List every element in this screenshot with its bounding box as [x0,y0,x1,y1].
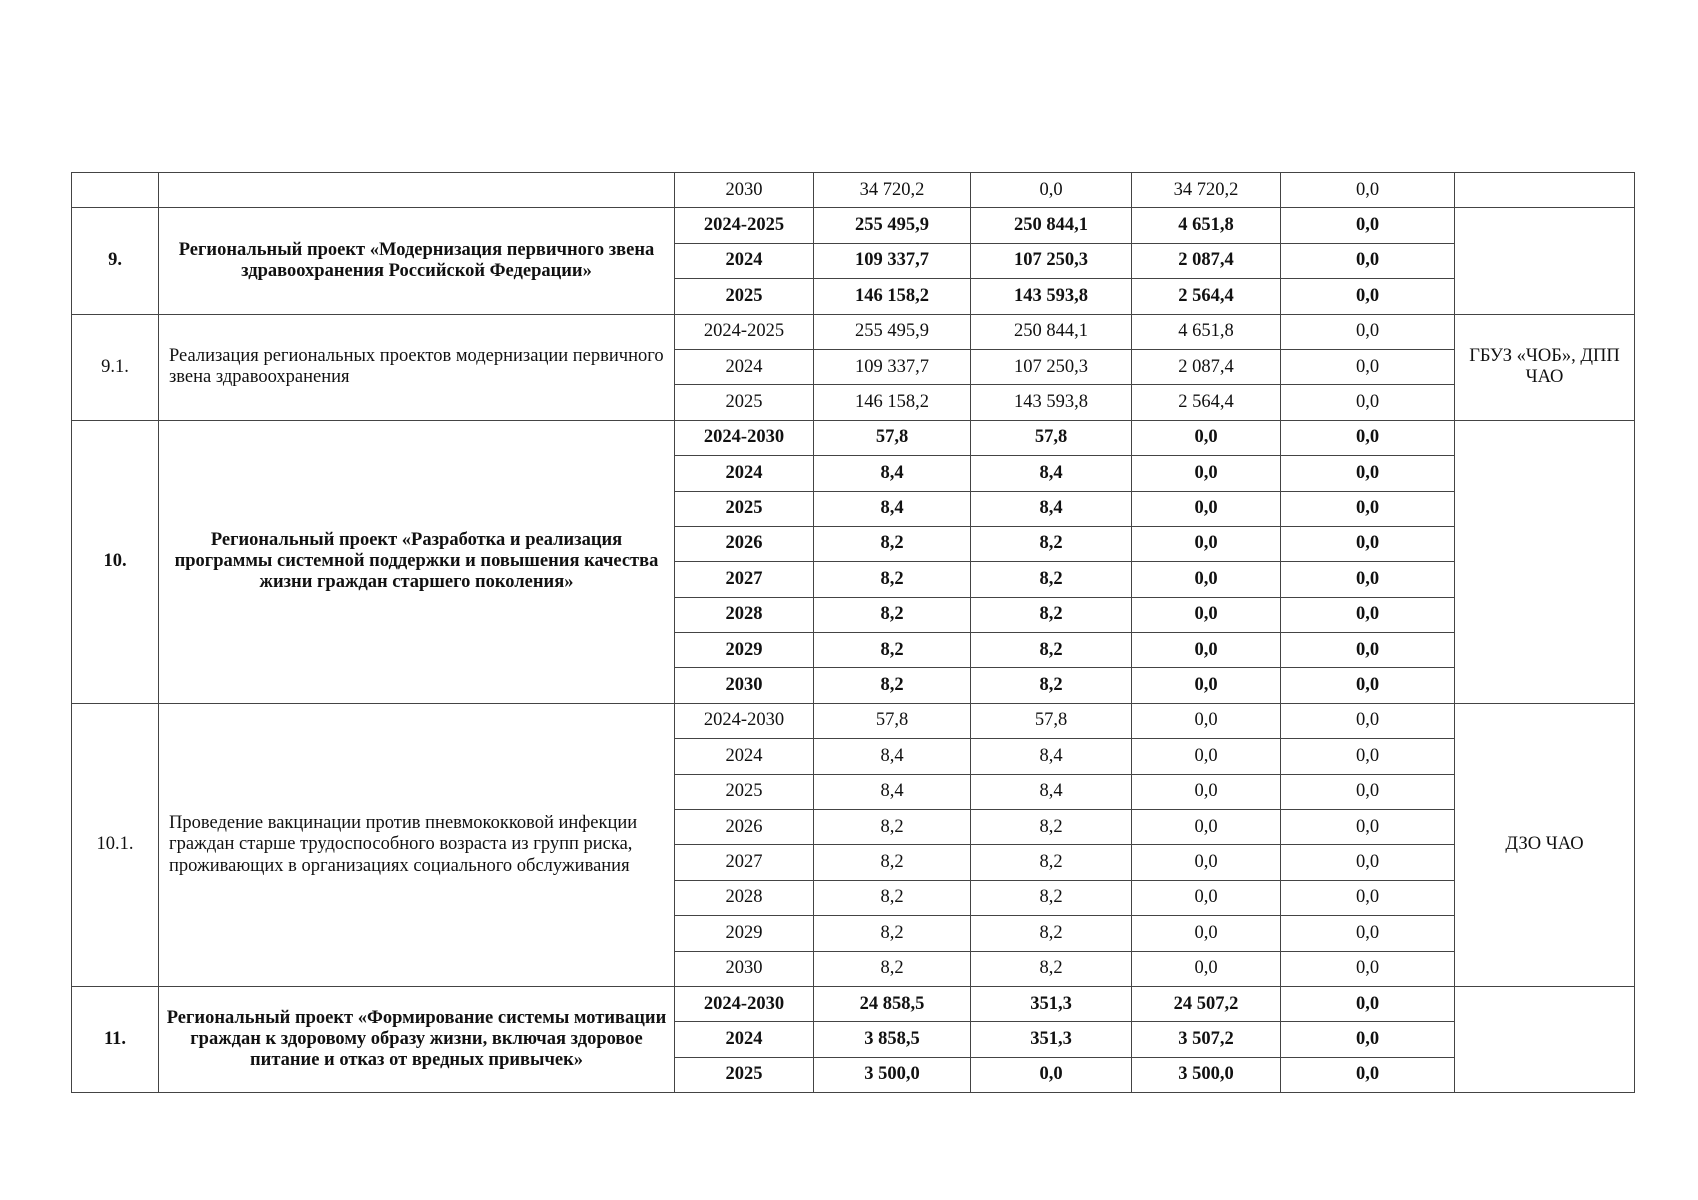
item-number: 9. [72,208,159,314]
federal-budget-cell: 250 844,1 [971,314,1132,349]
total-cell: 8,2 [814,597,971,632]
federal-budget-cell: 351,3 [971,1022,1132,1057]
other-sources-cell: 0,0 [1281,633,1455,668]
total-cell: 109 337,7 [814,349,971,384]
item-name: Реализация региональных проектов модернизации первичного звена здравоохранения [159,314,675,420]
federal-budget-cell: 0,0 [971,173,1132,208]
year-cell: 2024 [675,456,814,491]
federal-budget-cell: 8,2 [971,526,1132,561]
total-cell: 146 158,2 [814,385,971,420]
table-row [72,420,1635,455]
other-sources-cell: 0,0 [1281,420,1455,455]
other-sources-cell: 0,0 [1281,1057,1455,1092]
other-sources-cell: 0,0 [1281,1022,1455,1057]
federal-budget-cell: 57,8 [971,703,1132,738]
other-sources-cell: 0,0 [1281,774,1455,809]
executor-cell [1455,986,1635,1092]
total-cell: 3 500,0 [814,1057,971,1092]
regional-budget-cell: 2 087,4 [1132,243,1281,278]
federal-budget-cell: 143 593,8 [971,279,1132,314]
federal-budget-cell: 0,0 [971,1057,1132,1092]
total-cell: 8,2 [814,880,971,915]
executor-cell [1455,173,1635,208]
year-cell: 2030 [675,951,814,986]
total-cell: 146 158,2 [814,279,971,314]
year-cell: 2028 [675,597,814,632]
regional-budget-cell: 0,0 [1132,774,1281,809]
federal-budget-cell: 8,2 [971,880,1132,915]
federal-budget-cell: 8,4 [971,739,1132,774]
regional-budget-cell: 2 564,4 [1132,279,1281,314]
table-row [72,208,1635,243]
year-cell: 2025 [675,279,814,314]
total-cell: 8,4 [814,456,971,491]
year-cell: 2024 [675,739,814,774]
total-cell: 34 720,2 [814,173,971,208]
federal-budget-cell: 351,3 [971,986,1132,1021]
regional-budget-cell: 0,0 [1132,880,1281,915]
year-cell: 2029 [675,916,814,951]
total-cell: 8,2 [814,668,971,703]
regional-budget-cell: 0,0 [1132,668,1281,703]
year-cell: 2024-2030 [675,703,814,738]
federal-budget-cell: 8,2 [971,810,1132,845]
federal-budget-cell: 8,4 [971,774,1132,809]
federal-budget-cell: 143 593,8 [971,385,1132,420]
number-cell [72,173,159,208]
year-cell: 2024-2025 [675,314,814,349]
item-name: Проведение вакцинации против пневмококковой инфекции граждан старше трудоспособного возраста из групп риска, проживающих в организациях социального обслуживания [159,703,675,986]
total-cell: 8,2 [814,916,971,951]
year-cell: 2026 [675,526,814,561]
total-cell: 57,8 [814,703,971,738]
year-cell: 2029 [675,633,814,668]
total-cell: 8,2 [814,810,971,845]
regional-budget-cell: 24 507,2 [1132,986,1281,1021]
item-number: 10. [72,420,159,703]
year-cell: 2025 [675,491,814,526]
federal-budget-cell: 8,2 [971,633,1132,668]
continuation-row [72,173,1635,208]
other-sources-cell: 0,0 [1281,703,1455,738]
regional-budget-cell: 2 564,4 [1132,385,1281,420]
item-number: 9.1. [72,314,159,420]
other-sources-cell: 0,0 [1281,491,1455,526]
executor-cell: ГБУЗ «ЧОБ», ДПП ЧАО [1455,314,1635,420]
regional-budget-cell: 0,0 [1132,491,1281,526]
year-cell: 2030 [675,173,814,208]
item-number: 10.1. [72,703,159,986]
table-body [72,173,1635,1093]
regional-budget-cell: 4 651,8 [1132,314,1281,349]
other-sources-cell: 0,0 [1281,951,1455,986]
total-cell: 255 495,9 [814,314,971,349]
regional-budget-cell: 0,0 [1132,597,1281,632]
year-cell: 2026 [675,810,814,845]
other-sources-cell: 0,0 [1281,562,1455,597]
regional-budget-cell: 34 720,2 [1132,173,1281,208]
year-cell: 2024 [675,243,814,278]
year-cell: 2030 [675,668,814,703]
other-sources-cell: 0,0 [1281,385,1455,420]
other-sources-cell: 0,0 [1281,349,1455,384]
federal-budget-cell: 8,4 [971,491,1132,526]
regional-budget-cell: 0,0 [1132,526,1281,561]
other-sources-cell: 0,0 [1281,880,1455,915]
total-cell: 8,4 [814,774,971,809]
total-cell: 57,8 [814,420,971,455]
other-sources-cell: 0,0 [1281,279,1455,314]
total-cell: 8,4 [814,491,971,526]
regional-budget-cell: 0,0 [1132,951,1281,986]
other-sources-cell: 0,0 [1281,986,1455,1021]
federal-budget-cell: 8,2 [971,562,1132,597]
regional-budget-cell: 0,0 [1132,703,1281,738]
total-cell: 8,2 [814,951,971,986]
regional-budget-cell: 3 507,2 [1132,1022,1281,1057]
table-row [72,703,1635,738]
total-cell: 8,2 [814,845,971,880]
other-sources-cell: 0,0 [1281,173,1455,208]
year-cell: 2025 [675,774,814,809]
total-cell: 8,4 [814,739,971,774]
other-sources-cell: 0,0 [1281,243,1455,278]
other-sources-cell: 0,0 [1281,208,1455,243]
total-cell: 8,2 [814,526,971,561]
other-sources-cell: 0,0 [1281,810,1455,845]
total-cell: 3 858,5 [814,1022,971,1057]
executor-cell [1455,208,1635,314]
year-cell: 2027 [675,562,814,597]
federal-budget-cell: 250 844,1 [971,208,1132,243]
regional-budget-cell: 0,0 [1132,456,1281,491]
regional-budget-cell: 2 087,4 [1132,349,1281,384]
federal-budget-cell: 107 250,3 [971,349,1132,384]
other-sources-cell: 0,0 [1281,597,1455,632]
regional-budget-cell: 0,0 [1132,562,1281,597]
regional-budget-cell: 0,0 [1132,633,1281,668]
other-sources-cell: 0,0 [1281,668,1455,703]
year-cell: 2024 [675,1022,814,1057]
year-cell: 2027 [675,845,814,880]
total-cell: 8,2 [814,562,971,597]
regional-budget-cell: 4 651,8 [1132,208,1281,243]
federal-budget-cell: 107 250,3 [971,243,1132,278]
regional-budget-cell: 0,0 [1132,739,1281,774]
year-cell: 2024 [675,349,814,384]
total-cell: 8,2 [814,633,971,668]
year-cell: 2024-2025 [675,208,814,243]
federal-budget-cell: 8,4 [971,456,1132,491]
federal-budget-cell: 8,2 [971,916,1132,951]
federal-budget-cell: 8,2 [971,668,1132,703]
executor-cell [1455,420,1635,703]
year-cell: 2028 [675,880,814,915]
total-cell: 24 858,5 [814,986,971,1021]
table-row [72,986,1635,1021]
executor-cell: ДЗО ЧАО [1455,703,1635,986]
federal-budget-cell: 8,2 [971,951,1132,986]
regional-budget-cell: 0,0 [1132,845,1281,880]
table-row [72,314,1635,349]
regional-budget-cell: 3 500,0 [1132,1057,1281,1092]
budget-table [71,172,1635,1093]
other-sources-cell: 0,0 [1281,916,1455,951]
other-sources-cell: 0,0 [1281,739,1455,774]
federal-budget-cell: 57,8 [971,420,1132,455]
name-cell [159,173,675,208]
other-sources-cell: 0,0 [1281,314,1455,349]
item-name: Региональный проект «Модернизация первичного звена здравоохранения Российской Федерации» [159,208,675,314]
year-cell: 2025 [675,1057,814,1092]
federal-budget-cell: 8,2 [971,845,1132,880]
item-name: Региональный проект «Разработка и реализация программы системной поддержки и повышения качества жизни граждан старшего поколения» [159,420,675,703]
regional-budget-cell: 0,0 [1132,916,1281,951]
other-sources-cell: 0,0 [1281,456,1455,491]
federal-budget-cell: 8,2 [971,597,1132,632]
other-sources-cell: 0,0 [1281,526,1455,561]
year-cell: 2024-2030 [675,986,814,1021]
total-cell: 109 337,7 [814,243,971,278]
year-cell: 2025 [675,385,814,420]
regional-budget-cell: 0,0 [1132,420,1281,455]
total-cell: 255 495,9 [814,208,971,243]
item-number: 11. [72,986,159,1092]
year-cell: 2024-2030 [675,420,814,455]
other-sources-cell: 0,0 [1281,845,1455,880]
item-name: Региональный проект «Формирование системы мотивации граждан к здоровому образу жизни, включая здоровое питание и отказ от вредных привычек» [159,986,675,1092]
regional-budget-cell: 0,0 [1132,810,1281,845]
